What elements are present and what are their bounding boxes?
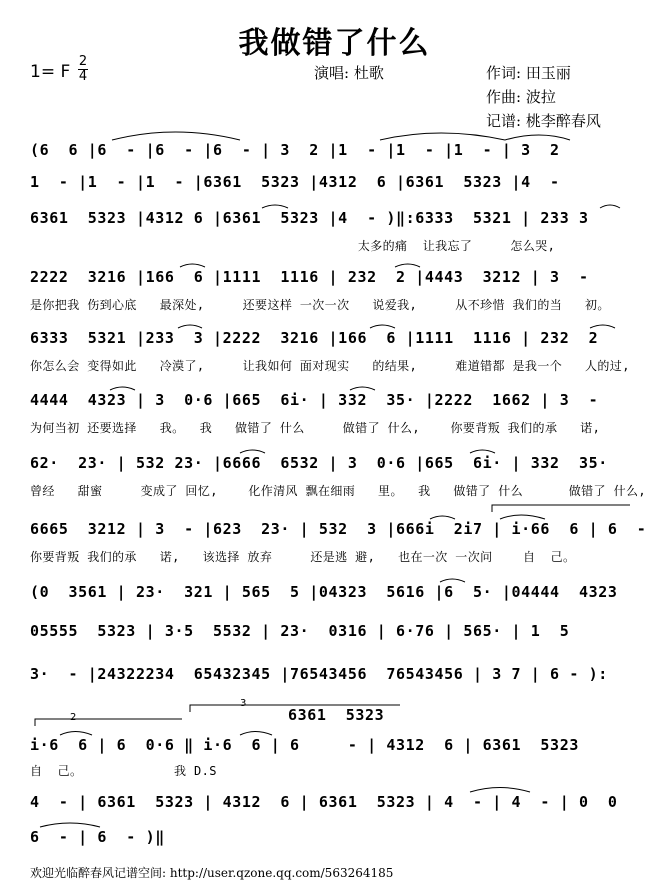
row-notes: 62· 23· | 532 23· |6666 6532 | 3 0·6 |665 6i· | 332 35· [30, 454, 608, 472]
overlay-notes: 6361 5323 [288, 706, 385, 724]
transcriber-credit: 记谱: 桃李醉春风 [486, 112, 601, 130]
row-notes: 4 - | 6361 5323 | 4312 6 | 6361 5323 | 4 - | 4 - | 0 0 [30, 793, 618, 811]
row-lyrics: 曾经 甜蜜 变成了 回忆, 化作清风 飘在细雨 里。 我 做错了 什么 做错了 什么, [30, 484, 646, 498]
song-title: 我做错了什么 [238, 26, 431, 61]
row-lyrics: 你怎么会 变得如此 冷漠了, 让我如何 面对现实 的结果, 难道错都 是我一个 人的过, [30, 359, 630, 373]
score-row [30, 734, 642, 758]
row-notes: (0 3561 | 23· 321 | 565 5 |04323 5616 |6 5· |04444 4323 [30, 583, 618, 601]
singer-credit: 演唱: 杜歌 [314, 64, 384, 82]
row-notes: 4444 4323 | 3 0·6 |665 6i· | 332 35· |2222 1662 | 3 - [30, 391, 599, 409]
composer-credit: 作曲: 波拉 [486, 88, 556, 106]
score-row [30, 139, 642, 163]
row-notes: 6361 5323 |4312 6 |6361 5323 |4 - )‖:6333 5321 | 233 3 [30, 209, 589, 227]
score-row [30, 791, 642, 815]
score-row [30, 826, 642, 850]
row-notes: 3· - |24322234 65432345 |76543456 76543456 | 3 7 | 6 - ): [30, 665, 608, 683]
key-signature: 1= F [30, 62, 71, 82]
row-lyrics: 为何当初 还要选择 我。 我 做错了 什么 做错了 什么, 你要背叛 我们的承 诺, [30, 421, 601, 435]
footer-text: 欢迎光临醉春风记谱空间: http://user.qzone.qq.com/563264185 [30, 866, 394, 880]
row-notes: i·6 6 | 6 0·6 ‖ i·6 6 | 6 - | 4312 6 | 6361 5323 [30, 736, 579, 754]
volta-2-label: 3 [240, 698, 247, 709]
score-row [30, 171, 642, 195]
row-notes: 6333 5321 |233 3 |2222 3216 |166 6 |1111 1116 | 232 2 [30, 329, 599, 347]
row-lyrics: 太多的痛 让我忘了 怎么哭, [30, 239, 556, 253]
row-lyrics: 你要背叛 我们的承 诺, 该选择 放弃 还是逃 避, 也在一次 一次问 自 己。 [30, 550, 576, 564]
overlay-row [30, 704, 642, 728]
score-row [30, 663, 642, 687]
score-row [30, 207, 642, 231]
volta-1-label: 2 [70, 712, 77, 723]
row-notes: 2222 3216 |166 6 |1111 1116 | 232 2 |4443 3212 | 3 - [30, 268, 589, 286]
row-notes: 6 - | 6 - )‖ [30, 828, 165, 846]
score-row [30, 452, 642, 476]
row-lyrics: 是你把我 伤到心底 最深处, 还要这样 一次一次 说爱我, 从不珍惜 我们的当 初。 [30, 298, 610, 312]
row-notes: 1 - |1 - |1 - |6361 5323 |4312 6 |6361 5323 |4 - [30, 173, 560, 191]
lyricist-credit: 作词: 田玉丽 [486, 64, 571, 82]
score-row [30, 581, 642, 605]
time-signature-bottom: 4 [78, 69, 88, 84]
row-notes: (6 6 |6 - |6 - |6 - | 3 2 |1 - |1 - |1 - | 3 2 [30, 141, 560, 159]
score-row [30, 389, 642, 413]
score-row [30, 518, 647, 542]
time-signature-top: 2 [78, 54, 88, 69]
volta-bracket [492, 505, 630, 512]
score-row [30, 327, 642, 351]
time-signature [78, 56, 88, 83]
row-notes: 05555 5323 | 3·5 5532 | 23· 0316 | 6·76 | 565· | 1 5 [30, 622, 570, 640]
row-notes: 6665 3212 | 3 - |623 23· | 532 3 |666i 2i7 | i·66 6 | 6 - [30, 520, 647, 538]
score-row [30, 266, 642, 290]
score-row [30, 620, 642, 644]
row-lyrics: 自 己。 我 D.S [30, 764, 217, 778]
